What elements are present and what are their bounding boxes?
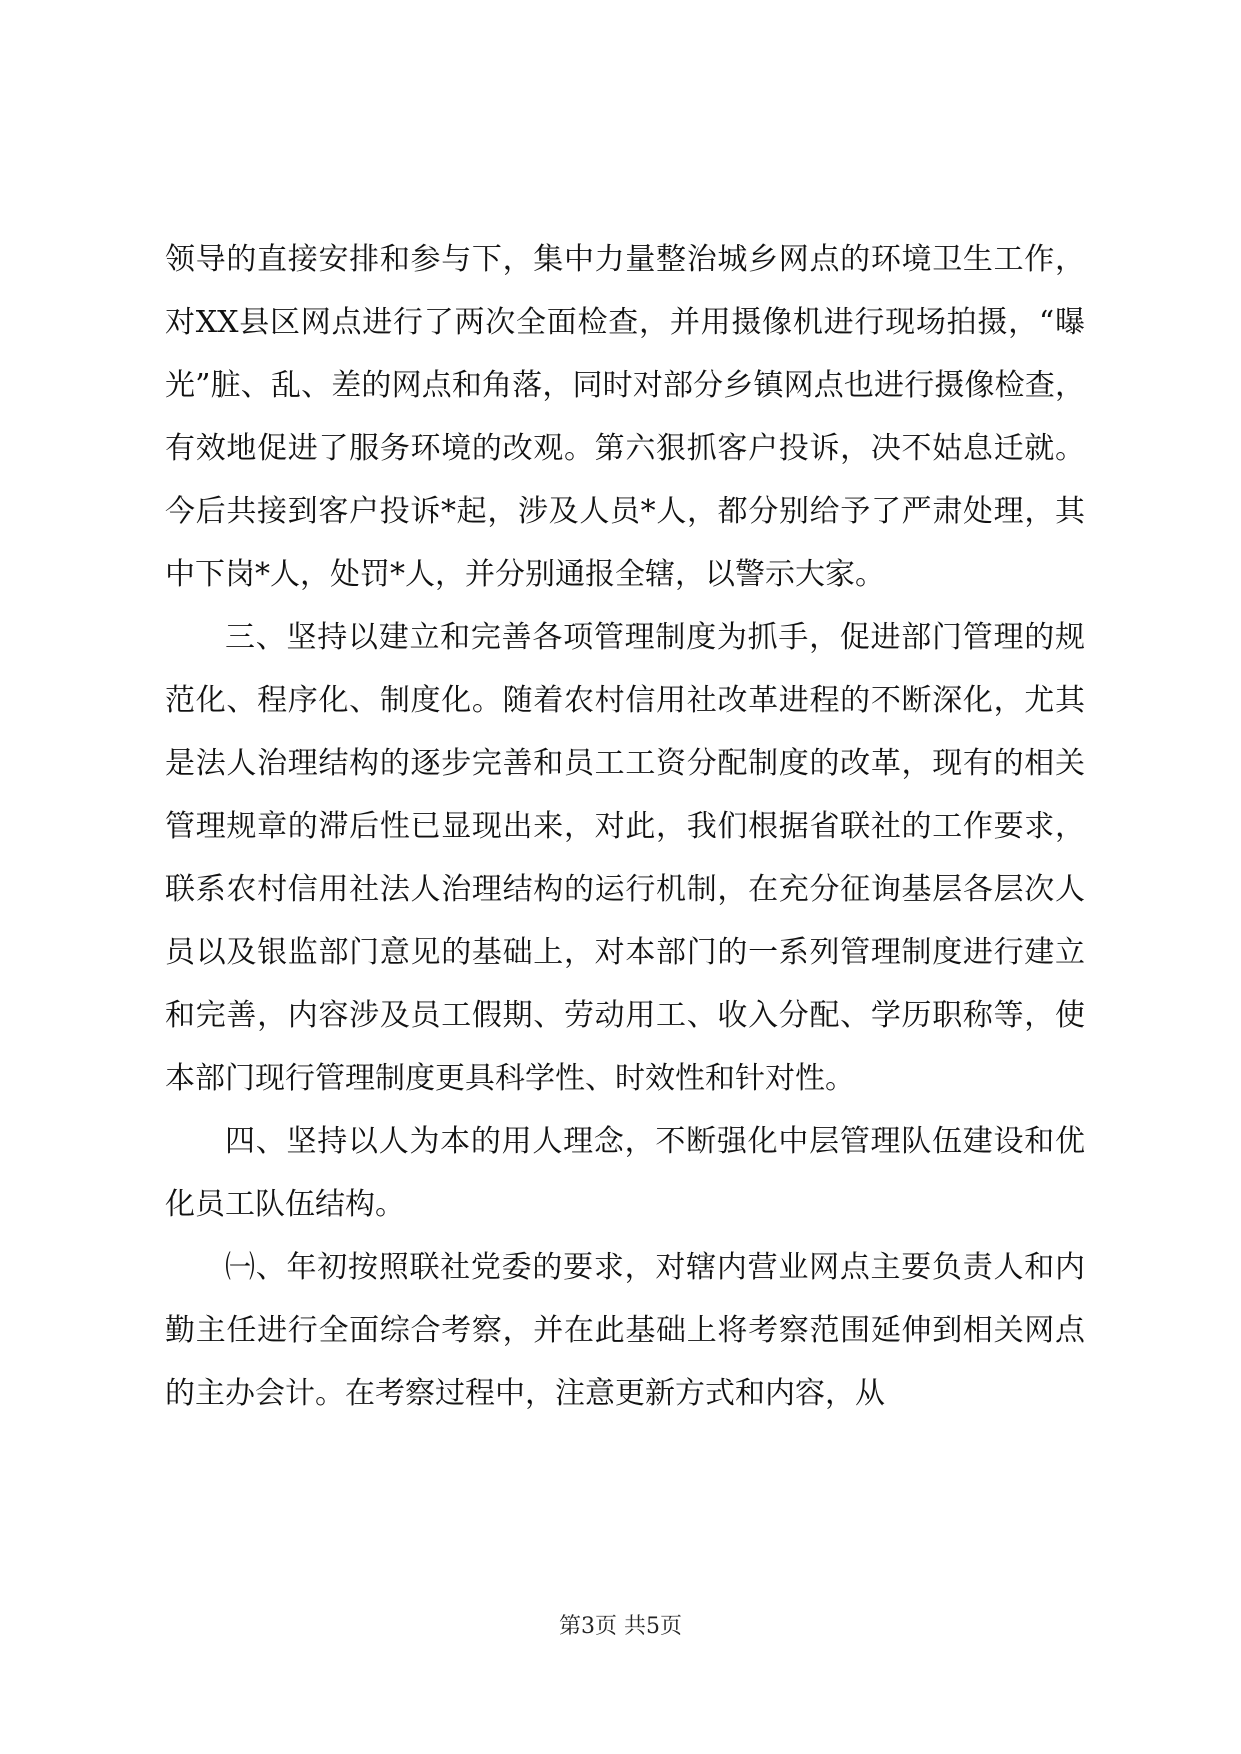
document-body	[165, 228, 1085, 1425]
page-number-footer: 第3页 共5页	[559, 1614, 682, 1639]
paragraph-continuation: 领导的直接安排和参与下，集中力量整治城乡网点的环境卫生工作，对XX县区网点进行了两次全面检查，并用摄像机进行现场拍摄，“曝光”脏、乱、差的网点和角落，同时对部分乡镇网点也进行摄像检查，有效地促进了服务环境的改观。第六狠抓客户投诉，决不姑息迁就。今后共接到客户投诉*起，涉及人员*人，都分别给予了严肃处理，其中下岗*人，处罚*人，并分别通报全辖，以警示大家。	[165, 242, 1085, 592]
paragraph-section-four: 四、坚持以人为本的用人理念，不断强化中层管理队伍建设和优化员工队伍结构。	[165, 1124, 1085, 1222]
paragraph-section-three: 三、坚持以建立和完善各项管理制度为抓手，促进部门管理的规范化、程序化、制度化。随着农村信用社改革进程的不断深化，尤其是法人治理结构的逐步完善和员工工资分配制度的改革，现有的相关管理规章的滞后性已显现出来，对此，我们根据省联社的工作要求，联系农村信用社法人治理结构的运行机制，在充分征询基层各层次人员以及银监部门意见的基础上，对本部门的一系列管理制度进行建立和完善，内容涉及员工假期、劳动用工、收入分配、学历职称等，使本部门现行管理制度更具科学性、时效性和针对性。	[165, 620, 1085, 1096]
paragraph-subsection-one: ㈠、年初按照联社党委的要求，对辖内营业网点主要负责人和内勤主任进行全面综合考察，并在此基础上将考察范围延伸到相关网点的主办会计。在考察过程中，注意更新方式和内容，从	[165, 1250, 1085, 1411]
